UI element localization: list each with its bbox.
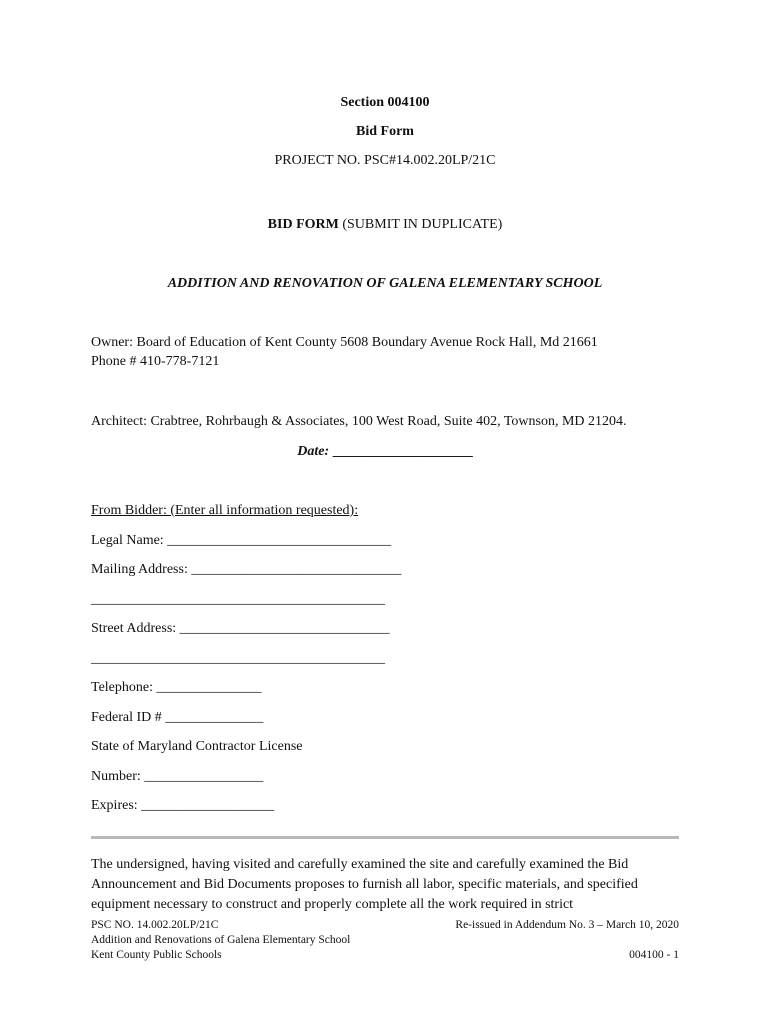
owner-line-1: Owner: Board of Education of Kent County 5608 Boundary Avenue Rock Hall, Md 21661 xyxy=(91,335,598,350)
mailing-address-field[interactable]: Mailing Address: ______________________________ xyxy=(91,562,402,577)
date-field[interactable] xyxy=(0,443,770,461)
footer-psc-number: PSC NO. 14.002.20LP/21C xyxy=(91,919,219,931)
date-label: Date: xyxy=(297,444,330,459)
street-address-field[interactable]: Street Address: ______________________________ xyxy=(91,621,390,636)
project-number: PROJECT NO. PSC#14.002.20LP/21C xyxy=(274,153,496,168)
footer-district: Kent County Public Schools xyxy=(91,949,222,961)
legal-name-field[interactable]: Legal Name: ________________________________ xyxy=(91,533,392,548)
section-number: Section 004100 xyxy=(340,95,430,110)
form-title: Bid Form xyxy=(356,124,414,139)
mailing-address-field-2[interactable]: __________________________________________ xyxy=(91,592,385,607)
section-divider xyxy=(91,836,679,839)
bid-form-note: (SUBMIT IN DUPLICATE) xyxy=(338,217,503,232)
body-paragraph: The undersigned, having visited and carefully examined the site and carefully examined the Bid Announcement and Bid Documents proposes to furnish all labor, specific materials, and specified equipment necessary to construct and properly complete all the work required in strict xyxy=(91,857,638,912)
license-expires-field[interactable]: Expires: ___________________ xyxy=(91,798,275,813)
footer-reissued-note: Re-issued in Addendum No. 3 – March 10, 2020 xyxy=(455,919,679,931)
contractor-license-label: State of Maryland Contractor License xyxy=(91,739,303,754)
bidder-heading: From Bidder: (Enter all information requested): xyxy=(91,503,359,518)
footer-page-number: 004100 - 1 xyxy=(629,949,679,961)
project-title: ADDITION AND RENOVATION OF GALENA ELEMENTARY SCHOOL xyxy=(167,276,603,291)
owner-phone: Phone # 410-778-7121 xyxy=(91,354,220,369)
architect-line: Architect: Crabtree, Rohrbaugh & Associates, 100 West Road, Suite 402, Townson, MD 21204. xyxy=(91,414,627,429)
federal-id-field[interactable]: Federal ID # ______________ xyxy=(91,710,264,725)
license-number-field[interactable]: Number: _________________ xyxy=(91,769,264,784)
bid-form-heading xyxy=(0,216,770,234)
bid-form-label: BID FORM xyxy=(267,217,339,232)
footer-project-name: Addition and Renovations of Galena Elementary School xyxy=(91,934,351,946)
street-address-field-2[interactable]: __________________________________________ xyxy=(91,651,385,666)
date-blank[interactable]: ____________________ xyxy=(329,444,473,459)
telephone-field[interactable]: Telephone: _______________ xyxy=(91,680,262,695)
